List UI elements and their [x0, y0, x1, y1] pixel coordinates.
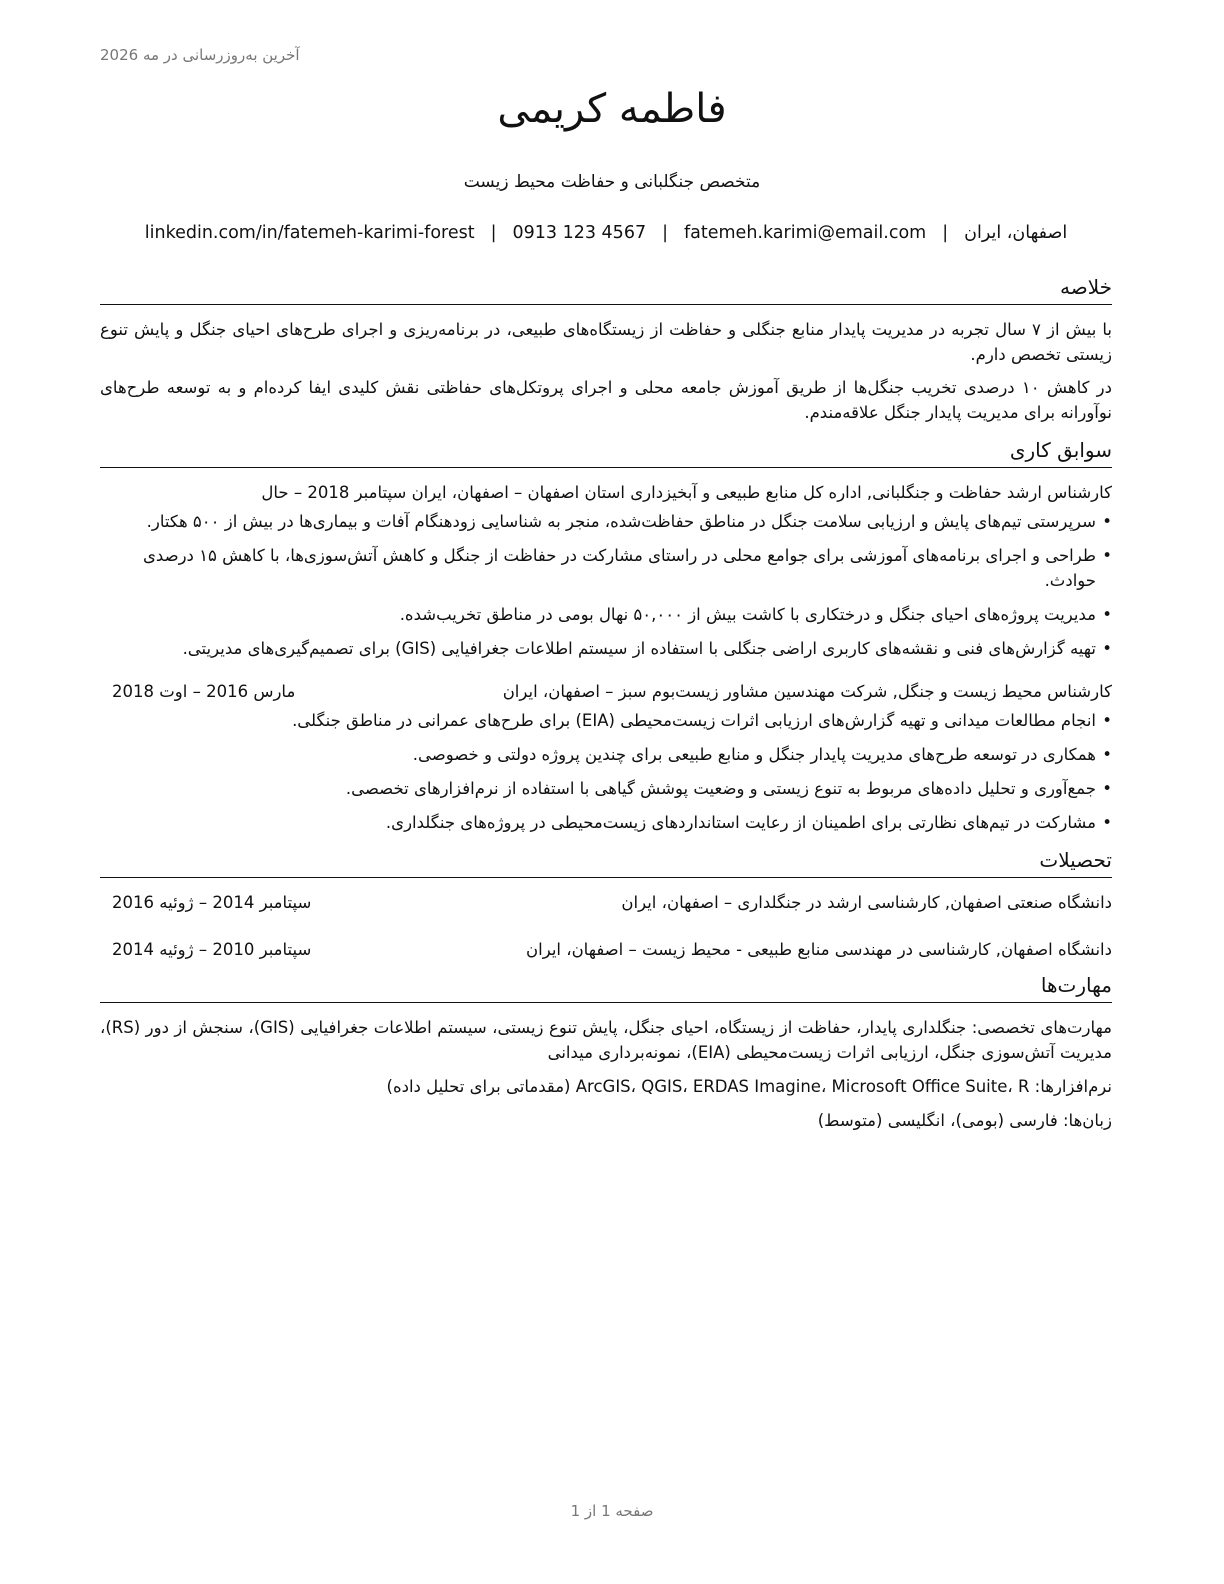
contact-line — [100, 223, 1112, 243]
contact-separator: | — [490, 223, 497, 243]
job-dates: مارس 2016 – اوت 2018 — [112, 682, 296, 701]
education-item — [100, 937, 1112, 962]
candidate-title: متخصص جنگلبانی و حفاظت محیط زیست — [463, 172, 761, 192]
job-title-employer: کارشناس محیط زیست و جنگل, شرکت مهندسین مشاور زیست‌بوم سبز – اصفهان، ایران — [502, 682, 1112, 701]
list-item: • سرپرستی تیم‌های پایش و ارزیابی سلامت جنگل در مناطق حفاظت‌شده، منجر به شناسایی زودهنگام آفات و بیماری‌ها در بیش از ۵۰۰ هکتار. — [100, 509, 1112, 534]
list-item: • همکاری در توسعه طرح‌های مدیریت پایدار جنگل و منابع طبیعی برای چندین پروژه دولتی و خصوصی. — [100, 742, 1112, 767]
education-degree: دانشگاه اصفهان, کارشناسی در مهندسی منابع طبیعی - محیط زیست – اصفهان، ایران — [526, 940, 1112, 959]
contact-linkedin[interactable]: linkedin.com/in/fatemeh-karimi-forest — [144, 223, 475, 243]
page-number: صفحه 1 از 1 — [570, 1502, 654, 1520]
list-item: • جمع‌آوری و تحلیل داده‌های مربوط به تنوع زیستی و وضعیت پوشش گیاهی با استفاده از نرم‌افزارهای تخصصی. — [100, 776, 1112, 801]
candidate-name: فاطمه کریمی — [497, 86, 727, 132]
education-dates: سپتامبر 2010 – ژوئیه 2014 — [112, 940, 312, 959]
job-heading — [100, 480, 1112, 505]
resume-content — [100, 272, 1112, 1142]
section-title-education: تحصیلات — [100, 845, 1112, 878]
job-dates: سپتامبر 2018 – حال — [261, 483, 407, 502]
last-updated-label: آخرین به‌روزرسانی در مه 2026 — [100, 46, 300, 64]
list-item: • مدیریت پروژه‌های احیای جنگل و درختکاری با کاشت بیش از ۵۰,۰۰۰ نهال بومی در مناطق تخریب‌شده. — [100, 602, 1112, 627]
contact-separator: | — [942, 223, 949, 243]
list-item: • انجام مطالعات میدانی و تهیه گزارش‌های ارزیابی اثرات زیست‌محیطی (EIA) برای طرح‌های عمرانی در مناطق جنگلی. — [100, 708, 1112, 733]
contact-location: اصفهان، ایران — [964, 223, 1068, 243]
contact-email[interactable]: fatemeh.karimi@email.com — [684, 223, 927, 243]
job-bullets — [100, 509, 1112, 661]
contact-phone[interactable]: 0913 123 4567 — [512, 223, 647, 243]
summary-paragraph: در کاهش ۱۰ درصدی تخریب جنگل‌ها از طریق آموزش جامعه محلی و اجرای پروتکل‌های حفاظتی نقش کلیدی ایفا کرده‌ام و به توسعه طرح‌های نوآورانه برای مدیریت پایدار جنگل علاقه‌مندم. — [100, 378, 1112, 422]
job-title-employer: کارشناس ارشد حفاظت و جنگلبانی, اداره کل منابع طبیعی و آبخیزداری استان اصفهان – اصفهان، ایران — [411, 483, 1112, 502]
section-title-skills: مهارت‌ها — [100, 970, 1112, 1003]
education-degree: دانشگاه صنعتی اصفهان, کارشناسی ارشد در جنگلداری – اصفهان، ایران — [621, 893, 1112, 912]
list-item: • تهیه گزارش‌های فنی و نقشه‌های کاربری اراضی جنگلی با استفاده از سیستم اطلاعات جغرافیایی (GIS) برای تصمیم‌گیری‌های مدیریتی. — [100, 636, 1112, 661]
skills-languages: زبان‌ها: فارسی (بومی)، انگلیسی (متوسط) — [817, 1111, 1112, 1130]
summary-paragraph: با بیش از ۷ سال تجربه در مدیریت پایدار منابع جنگلی و حفاظت از زیستگاه‌های طبیعی، در برنامه‌ریزی و اجرای طرح‌های احیای جنگل و پایش تنوع زیستی تخصص دارم. — [100, 320, 1113, 364]
skills-specialist: مهارت‌های تخصصی: جنگلداری پایدار، حفاظت از زیستگاه، احیای جنگل، پایش تنوع زیستی، سیستم اطلاعات جغرافیایی (GIS)، سنجش از دور (RS)، مدیریت آتش‌سوزی جنگل، ارزیابی اثرات زیست‌محیطی (EIA)، نمونه‌برداری میدانی — [100, 1018, 1112, 1062]
section-title-summary: خلاصه — [100, 272, 1112, 305]
contact-separator: | — [662, 223, 668, 243]
list-item: • طراحی و اجرای برنامه‌های آموزشی برای جوامع محلی در راستای مشارکت در حفاظت از جنگل و کاهش آتش‌سوزی‌ها، با کاهش ۱۵ درصدی حوادث. — [100, 543, 1112, 593]
section-title-experience: سوابق کاری — [100, 435, 1112, 468]
job-heading — [100, 679, 1112, 704]
list-item: • مشارکت در تیم‌های نظارتی برای اطمینان از رعایت استانداردهای زیست‌محیطی در پروژه‌های جنگلداری. — [100, 810, 1112, 835]
education-dates: سپتامبر 2014 – ژوئیه 2016 — [112, 893, 312, 912]
job-bullets — [100, 708, 1112, 835]
education-item — [100, 890, 1112, 915]
skills-software: نرم‌افزارها: ArcGIS، QGIS، ERDAS Imagine، Microsoft Office Suite، R (مقدماتی برای تحلیل داده) — [386, 1077, 1112, 1096]
